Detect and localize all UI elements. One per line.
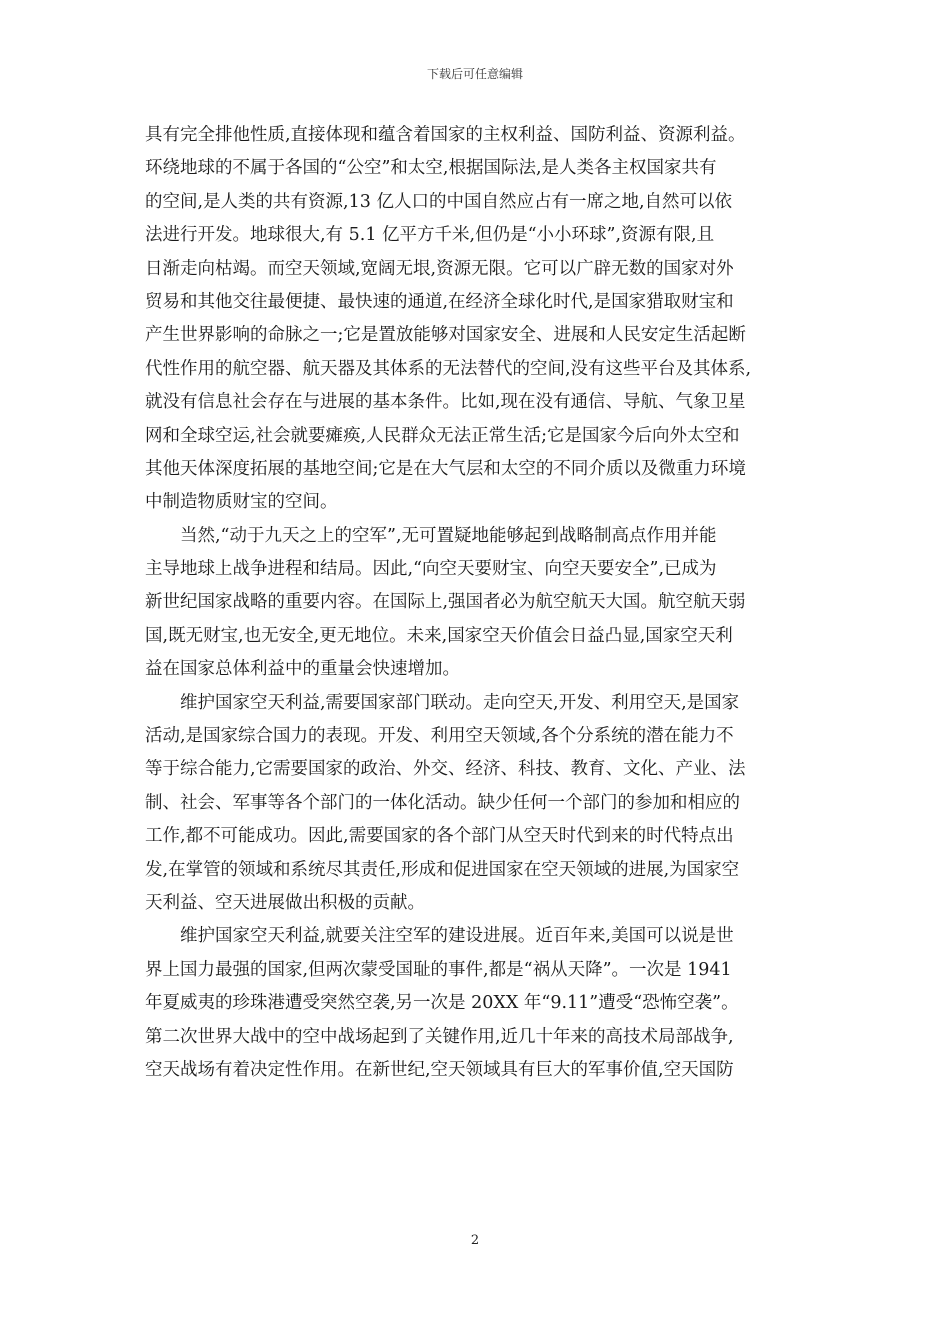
text-line: 活动,是国家综合国力的表现。开发、利用空天领域,各个分系统的潜在能力不 [145,726,734,747]
text-line: 贸易和其他交往最便捷、最快速的通道,在经济全球化时代,是国家猎取财宝和 [145,291,734,312]
text-line: 日渐走向枯竭。而空天领域,宽阔无垠,资源无限。它可以广辟无数的国家对外 [145,258,734,279]
document-body [145,119,811,1087]
text-line: 中制造物质财宝的空间。 [145,492,338,513]
text-line: 主导地球上战争进程和结局。因此,“向空天要财宝、向空天要安全”,已成为 [145,559,717,580]
text-line: 的空间,是人类的共有资源,13 亿人口的中国自然应占有一席之地,自然可以依 [145,191,733,212]
text-line: 网和全球空运,社会就要瘫痪,人民群众无法正常生活;它是国家今后向外太空和 [145,425,740,446]
text-line: 法进行开发。地球很大,有 5.1 亿平方千米,但仍是“小小环球”,资源有限,且 [145,225,715,246]
text-line: 具有完全排他性质,直接体现和蕴含着国家的主权利益、国防利益、资源利益。 [145,125,746,145]
text-line: 维护国家空天利益,就要关注空军的建设进展。近百年来,美国可以说是世 [145,926,734,947]
text-line: 第二次世界大战中的空中战场起到了关键作用,近几十年来的高技术局部战争, [145,1026,734,1047]
text-line: 年夏威夷的珍珠港遭受突然空袭,另一次是 20XX 年“9.11”遭受“恐怖空袭”。 [145,993,739,1014]
text-line: 其他天体深度拓展的基地空间;它是在大气层和太空的不同介质以及微重力环境 [145,458,746,479]
page-number: 2 [470,1233,480,1248]
text-line: 制、社会、军事等各个部门的一体化活动。缺少任何一个部门的参加和相应的 [145,792,740,813]
text-line: 国,既无财宝,也无安全,更无地位。未来,国家空天价值会日益凸显,国家空天利 [145,625,733,646]
text-line: 代性作用的航空器、航天器及其体系的无法替代的空间,没有这些平台及其体系, [145,358,752,379]
page-header: 下载后可任意编辑 [426,67,523,81]
text-line: 发,在掌管的领域和系统尽其责任,形成和促进国家在空天领域的进展,为国家空 [145,859,740,880]
text-line: 工作,都不可能成功。因此,需要国家的各个部门从空天时代到来的时代特点出 [145,826,734,847]
text-line: 产生世界影响的命脉之一;它是置放能够对国家安全、进展和人民安定生活起断 [145,325,746,346]
text-line: 界上国力最强的国家,但两次蒙受国耻的事件,都是“祸从天降”。一次是 1941 [145,959,732,980]
text-line: 就没有信息社会存在与进展的基本条件。比如,现在没有通信、导航、气象卫星 [145,392,746,413]
text-line: 益在国家总体利益中的重量会快速增加。 [145,659,460,680]
text-line: 新世纪国家战略的重要内容。在国际上,强国者必为航空航天大国。航空航天弱 [145,592,746,613]
text-line: 维护国家空天利益,需要国家部门联动。走向空天,开发、利用空天,是国家 [145,692,740,713]
text-line: 天利益、空天进展做出积极的贡献。 [145,892,425,913]
text-line: 环绕地球的不属于各国的“公空”和太空,根据国际法,是人类各主权国家共有 [145,158,717,179]
text-line: 当然,“动于九天之上的空军”,无可置疑地能够起到战略制高点作用并能 [145,525,717,546]
text-line: 空天战场有着决定性作用。在新世纪,空天领域具有巨大的军事价值,空天国防 [145,1059,734,1080]
text-line: 等于综合能力,它需要国家的政治、外交、经济、科技、教育、文化、产业、法 [145,759,746,780]
